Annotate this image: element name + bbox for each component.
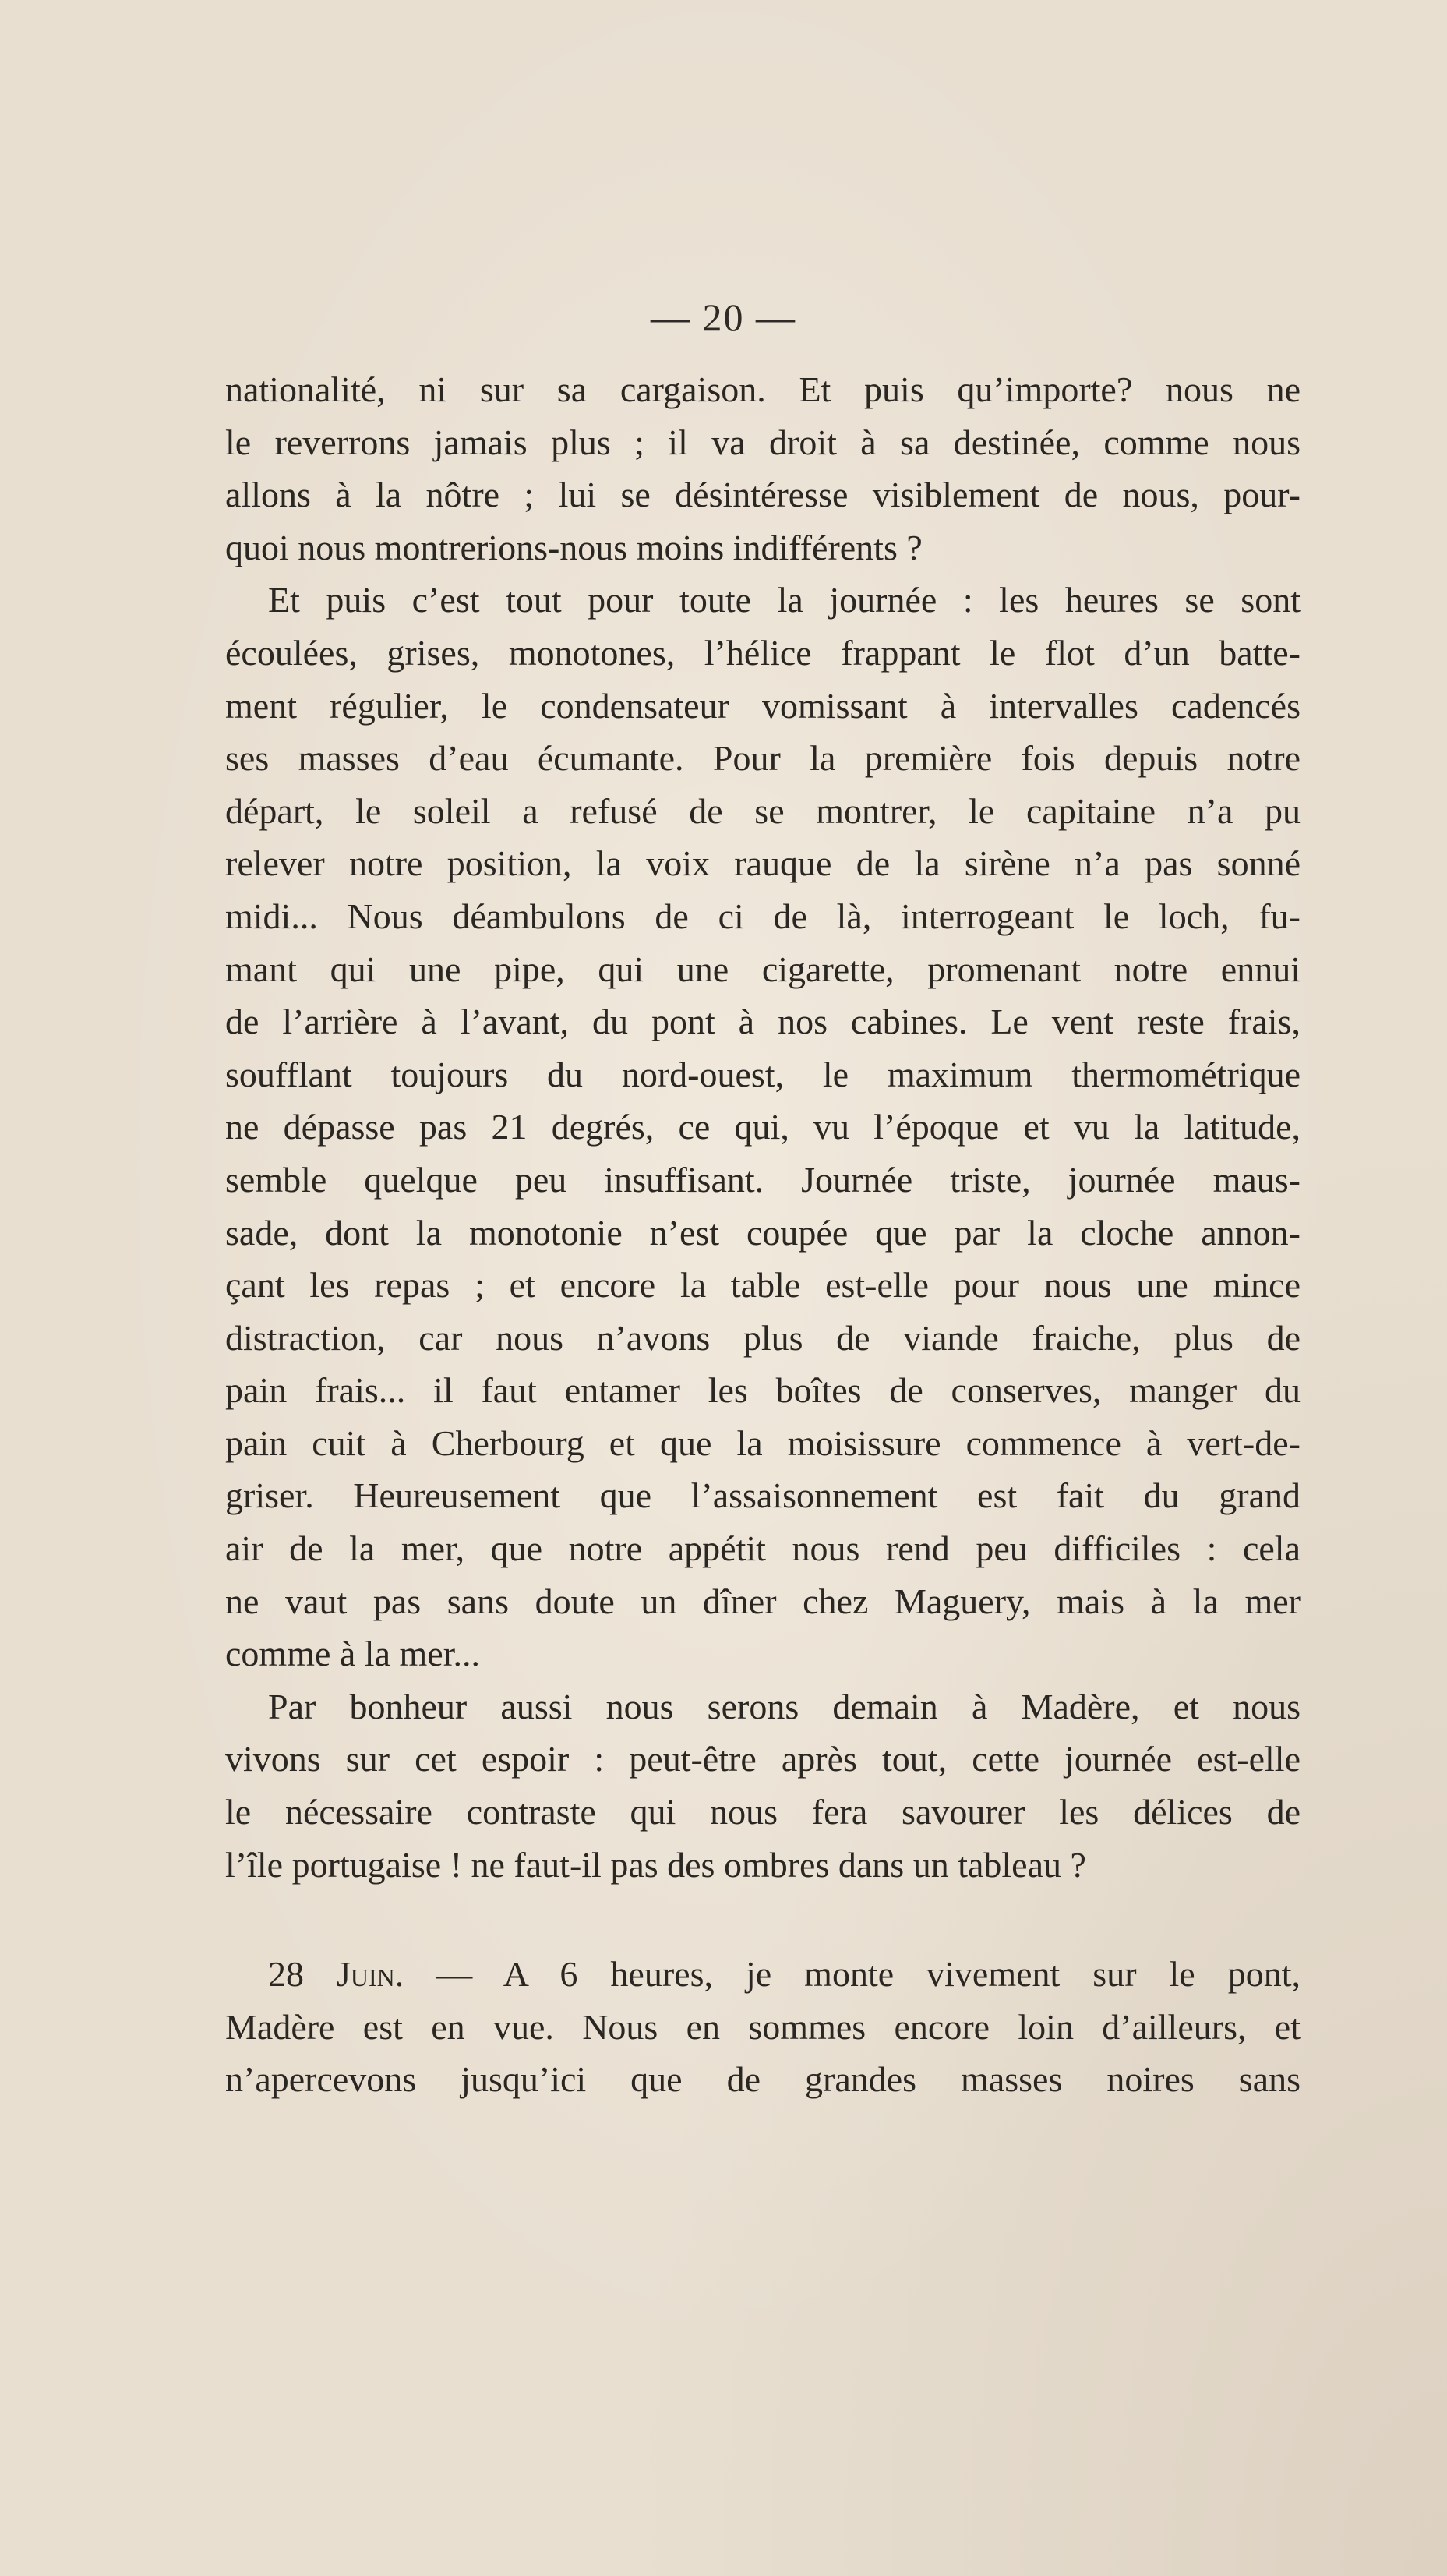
text-line: semble quelque peu insuffisant. Journée triste, journée maus- [225, 1159, 1301, 1200]
text-line: n’apercevons jusqu’ici que de grandes masses noires sans [225, 2059, 1301, 2100]
text-line: midi... Nous déambulons de ci de là, interrogeant le loch, fu- [225, 896, 1301, 936]
text-line: allons à la nôtre ; lui se désintéresse visiblement de nous, pour- [225, 475, 1301, 515]
text-line: çant les repas ; et encore la table est-elle pour nous une mince [225, 1265, 1301, 1306]
text-line: le nécessaire contraste qui nous fera savourer les délices de [225, 1792, 1301, 1832]
text-line: ment régulier, le condensateur vomissant à intervalles cadencés [225, 685, 1301, 726]
text-line: mant qui une pipe, qui une cigarette, promenant notre ennui [225, 949, 1301, 989]
text-line: départ, le soleil a refusé de se montrer, le capitaine n’a pu [225, 790, 1301, 831]
text-line: Par bonheur aussi nous serons demain à Madère, et nous [268, 1686, 1301, 1726]
body-text [225, 363, 1301, 2106]
text-line: le reverrons jamais plus ; il va droit à sa destinée, comme nous [225, 422, 1301, 462]
text-line: pain cuit à Cherbourg et que la moisissure commence à vert-de- [225, 1422, 1301, 1463]
text-line: vivons sur cet espoir : peut-être après tout, cette journée est-elle [225, 1739, 1301, 1779]
text-line: l’île portugaise ! ne faut-il pas des ombres dans un tableau ? [225, 1844, 1086, 1885]
text-line: quoi nous montrerions-nous moins indifférents ? [225, 527, 923, 567]
text-line: écoulées, grises, monotones, l’hélice frappant le flot d’un batte- [225, 632, 1301, 673]
dated-entry-line [225, 1948, 1301, 2001]
text-line: de l’arrière à l’avant, du pont à nos cabines. Le vent reste frais, [225, 1002, 1301, 1042]
text-line: sade, dont la monotonie n’est coupée que par la cloche annon- [225, 1212, 1301, 1253]
page-number: — 20 — [651, 295, 796, 339]
entry-text: — A 6 heures, je monte vivement sur le pont, [404, 1954, 1301, 1995]
text-line: distraction, car nous n’avons plus de viande fraiche, plus de [225, 1317, 1301, 1358]
text-line: Madère est en vue. Nous en sommes encore loin d’ailleurs, et [225, 2006, 1301, 2047]
text-line: Et puis c’est tout pour toute la journée : les heures se sont [268, 580, 1301, 620]
text-line: soufflant toujours du nord-ouest, le maximum thermométrique [225, 1054, 1301, 1094]
text-line: ne vaut pas sans doute un dîner chez Maguery, mais à la mer [225, 1581, 1301, 1621]
text-line: nationalité, ni sur sa cargaison. Et puis qu’importe? nous ne [225, 369, 1301, 409]
text-line: relever notre position, la voix rauque de la sirène n’a pas sonné [225, 843, 1301, 884]
text-line: griser. Heureusement que l’assaisonnement est fait du grand [225, 1475, 1301, 1516]
text-line: pain frais... il faut entamer les boîtes de conserves, manger du [225, 1370, 1301, 1411]
entry-date: 28 Juin. [268, 1954, 404, 1995]
text-line: ses masses d’eau écumante. Pour la première fois depuis notre [225, 738, 1301, 779]
text-line: comme à la mer... [225, 1634, 480, 1674]
text-line: ne dépasse pas 21 degrés, ce qui, vu l’époque et vu la latitude, [225, 1107, 1301, 1147]
text-line: air de la mer, que notre appétit nous rend peu difficiles : cela [225, 1528, 1301, 1569]
